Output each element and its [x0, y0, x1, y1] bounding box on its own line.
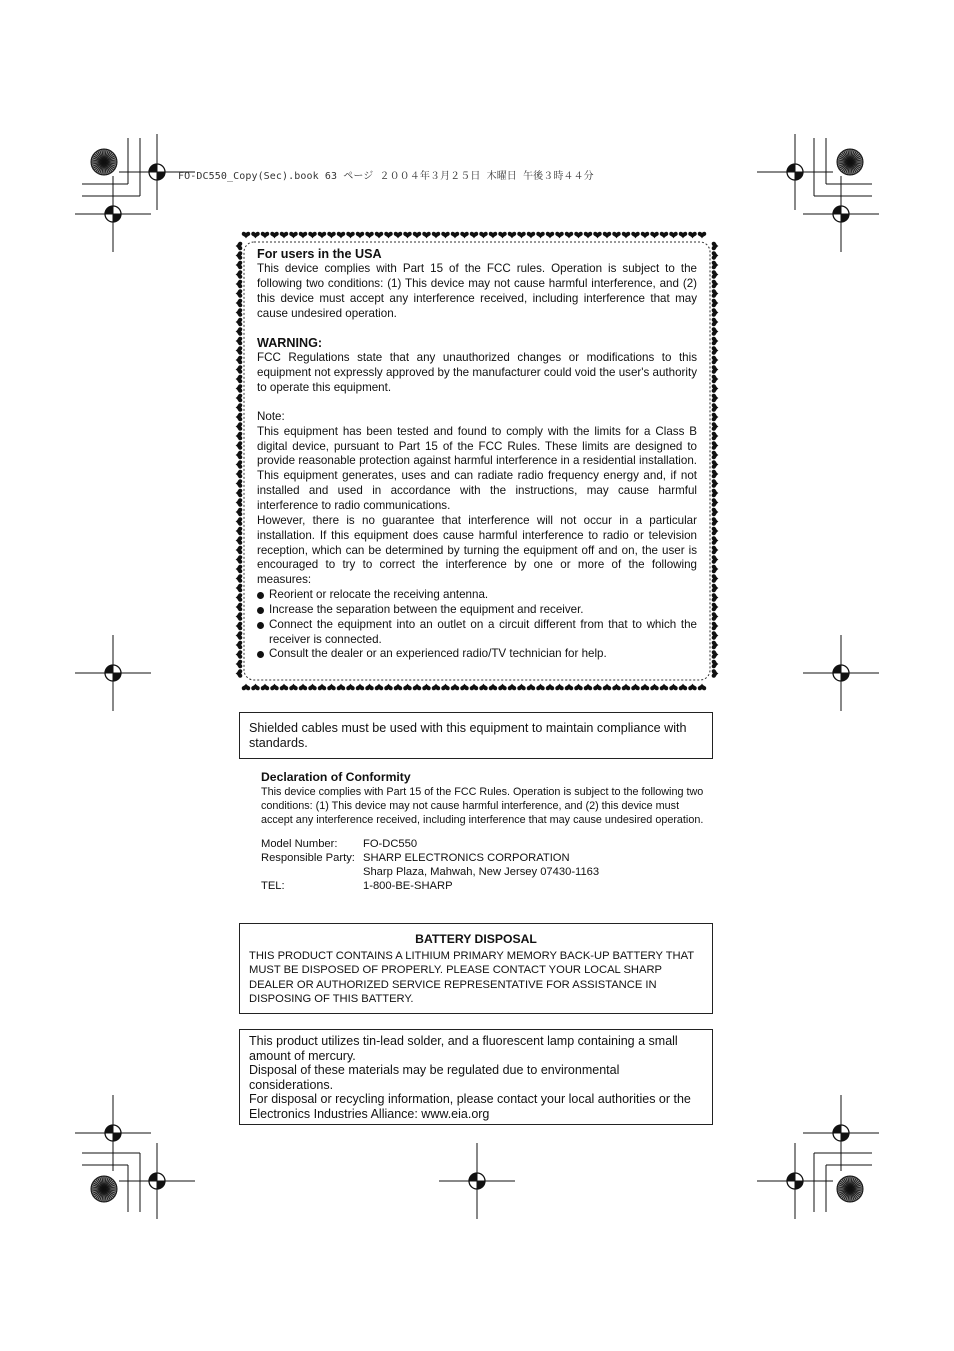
- heart-ornament: [612, 232, 620, 239]
- heart-ornament: [318, 232, 326, 239]
- heart-ornament: [712, 375, 719, 383]
- heart-ornament: [337, 684, 345, 691]
- heart-ornament: [712, 574, 719, 582]
- heart-ornament: [242, 684, 250, 691]
- heart-ornament: [527, 684, 535, 691]
- list-item: Reorient or relocate the receiving antenna.: [257, 588, 697, 603]
- heart-ornament: [712, 460, 719, 468]
- heart-ornament: [394, 684, 402, 691]
- tel-value: 1-800-BE-SHARP: [363, 880, 453, 892]
- heart-ornament: [479, 232, 487, 239]
- heart-ornament: [289, 232, 297, 239]
- heart-ornament: [236, 574, 243, 582]
- heart-ornament: [236, 612, 243, 620]
- heart-ornament: [712, 441, 719, 449]
- heart-ornament: [584, 232, 592, 239]
- heart-ornament: [236, 289, 243, 297]
- heart-ornament: [508, 684, 516, 691]
- heart-ornament: [712, 479, 719, 487]
- heart-ornament: [356, 684, 364, 691]
- heart-ornament: [308, 684, 316, 691]
- heart-ornament: [413, 232, 421, 239]
- heart-ornament: [451, 684, 459, 691]
- heart-ornament: [712, 299, 719, 307]
- heart-ornament: [712, 546, 719, 554]
- starburst-mark: [91, 1176, 117, 1202]
- party-name: SHARP ELECTRONICS CORPORATION: [363, 852, 570, 864]
- heart-ornament: [261, 232, 269, 239]
- heart-ornament: [584, 684, 592, 691]
- usa-text: This device complies with Part 15 of the FCC rules. Operation is subject to the following two conditions: (1) This device may not cause harmful interference, and (2) this device must accept any interference received, including interference that may cause undesired operation.: [257, 262, 697, 320]
- heart-ornament: [669, 684, 677, 691]
- heart-ornament: [236, 451, 243, 459]
- solder-notice-box: [239, 1029, 713, 1125]
- battery-text: THIS PRODUCT CONTAINS A LITHIUM PRIMARY MEMORY BACK-UP BATTERY THAT MUST BE DISPOSED OF PROPERLY. PLEASE CONTACT YOUR LOCAL SHARP DEALER OR AUTHORIZED SERVICE REPRESENTATIVE FOR ASSISTANCE IN DISPOSING OF THIS BATTERY.: [249, 949, 694, 1006]
- heart-ornament: [612, 684, 620, 691]
- heart-ornament: [555, 232, 563, 239]
- heart-ornament: [712, 413, 719, 421]
- heart-ornament: [236, 375, 243, 383]
- heart-ornament: [712, 346, 719, 354]
- heart-ornament: [236, 432, 243, 440]
- heart-ornament: [650, 684, 658, 691]
- heart-ornament: [712, 403, 719, 411]
- heart-ornament: [365, 232, 373, 239]
- heart-ornament: [236, 394, 243, 402]
- heart-ornament: [280, 684, 288, 691]
- heart-ornament: [236, 641, 243, 649]
- heart-ornament: [251, 684, 259, 691]
- heart-ornament: [536, 684, 544, 691]
- heart-ornament: [517, 684, 525, 691]
- registration-mark: [757, 134, 833, 210]
- solder-line-3: For disposal or recycling information, please contact your local authorities or the Electronics Industries Alliance: www.eia.org: [249, 1092, 691, 1121]
- heart-ornament: [650, 232, 658, 239]
- heart-ornament: [236, 603, 243, 611]
- heart-ornament: [270, 684, 278, 691]
- heart-ornament: [236, 403, 243, 411]
- heart-ornament: [236, 669, 243, 677]
- heart-ornament: [631, 684, 639, 691]
- heart-ornament: [460, 684, 468, 691]
- battery-heading: BATTERY DISPOSAL: [415, 932, 537, 946]
- heart-ornament: [403, 684, 411, 691]
- heart-ornament: [236, 622, 243, 630]
- heart-ornament: [698, 232, 706, 239]
- heart-ornament: [236, 517, 243, 525]
- heart-ornament: [622, 684, 630, 691]
- heart-ornament: [236, 565, 243, 573]
- heart-ornament: [299, 232, 307, 239]
- heart-ornament: [470, 684, 478, 691]
- starburst-mark: [91, 149, 117, 175]
- heart-ornament: [712, 536, 719, 544]
- heart-ornament: [236, 365, 243, 373]
- heart-ornament: [451, 232, 459, 239]
- heart-ornament: [470, 232, 478, 239]
- fcc-section: [257, 246, 697, 662]
- heart-ornament: [489, 232, 497, 239]
- heart-ornament: [422, 684, 430, 691]
- heart-ornament: [712, 356, 719, 364]
- heart-ornament: [236, 650, 243, 658]
- heart-ornament: [712, 508, 719, 516]
- usa-heading: For users in the USA: [257, 247, 382, 261]
- note-text-2: However, there is no guarantee that interference will not occur in a particular installation. If this equipment does cause harmful interference to radio or television reception, which can be determined by turning the equipment off and on, the user is encouraged to try to correct the interference by one or more of the following measures:: [257, 513, 697, 587]
- heart-ornament: [660, 232, 668, 239]
- heart-ornament: [593, 684, 601, 691]
- heart-ornament: [712, 612, 719, 620]
- heart-ornament: [479, 684, 487, 691]
- heart-ornament: [712, 280, 719, 288]
- heart-ornament: [555, 684, 563, 691]
- registration-mark: [439, 1143, 515, 1219]
- heart-ornament: [712, 565, 719, 573]
- heart-ornament: [236, 536, 243, 544]
- heart-ornament: [712, 650, 719, 658]
- note-text-1: This equipment has been tested and found to comply with the limits for a Class B digital device, pursuant to Part 15 of the FCC Rules. These limits are designed to provide reasonable protection against harmful interference in a residential installation. This equipment generates, uses and can radiate radio frequency energy and, if not installed and used in accordance with the instructions, may cause harmful interference to radio communications.: [257, 424, 697, 512]
- heart-ornament: [712, 242, 719, 250]
- heart-ornament: [236, 327, 243, 335]
- heart-ornament: [327, 232, 335, 239]
- heart-ornament: [270, 232, 278, 239]
- heart-ornament: [236, 299, 243, 307]
- print-header-line: FO-DC550_Copy(Sec).book 63 ページ ２００４年３月２５日 木曜日 午後３時４４分: [178, 171, 594, 182]
- heart-ornament: [422, 232, 430, 239]
- heart-ornament: [712, 593, 719, 601]
- shielded-cables-notice: Shielded cables must be used with this equipment to maintain compliance with standards.: [239, 712, 713, 759]
- heart-ornament: [712, 261, 719, 269]
- warning-text: FCC Regulations state that any unauthorized changes or modifications to this equipment not expressly approved by the manufacturer could void the user's authority to operate this equipment.: [257, 351, 697, 395]
- party-address: Sharp Plaza, Mahwah, New Jersey 07430-1163: [363, 866, 600, 878]
- heart-ornament: [641, 684, 649, 691]
- heart-ornament: [236, 584, 243, 592]
- heart-ornament: [712, 631, 719, 639]
- heart-ornament: [327, 684, 335, 691]
- heart-ornament: [289, 684, 297, 691]
- heart-ornament: [308, 232, 316, 239]
- heart-ornament: [236, 498, 243, 506]
- heart-ornament: [660, 684, 668, 691]
- party-label: Responsible Party:: [261, 852, 355, 864]
- heart-ornament: [261, 684, 269, 691]
- heart-ornament: [318, 684, 326, 691]
- heart-ornament: [574, 232, 582, 239]
- registration-mark: [119, 1143, 195, 1219]
- heart-ornament: [236, 346, 243, 354]
- heart-ornament: [712, 270, 719, 278]
- heart-ornament: [236, 631, 243, 639]
- heart-ornament: [712, 394, 719, 402]
- heart-ornament: [356, 232, 364, 239]
- heart-ornament: [603, 684, 611, 691]
- heart-ornament: [712, 451, 719, 459]
- heart-ornament: [712, 432, 719, 440]
- heart-ornament: [712, 318, 719, 326]
- heart-ornament: [236, 280, 243, 288]
- heart-ornament: [688, 684, 696, 691]
- list-item: Increase the separation between the equipment and receiver.: [257, 603, 697, 618]
- heart-ornament: [236, 489, 243, 497]
- heart-ornament: [236, 508, 243, 516]
- heart-ornament: [712, 498, 719, 506]
- heart-ornament: [236, 251, 243, 259]
- heart-ornament: [236, 356, 243, 364]
- heart-ornament: [712, 289, 719, 297]
- heart-ornament: [527, 232, 535, 239]
- heart-ornament: [546, 232, 554, 239]
- model-label: Model Number:: [261, 838, 338, 850]
- heart-ornament: [712, 641, 719, 649]
- heart-ornament: [236, 470, 243, 478]
- heart-ornament: [251, 232, 259, 239]
- heart-ornament: [712, 517, 719, 525]
- heart-ornament: [236, 422, 243, 430]
- heart-ornament: [432, 232, 440, 239]
- heart-ornament: [346, 232, 354, 239]
- heart-ornament: [712, 422, 719, 430]
- heart-ornament: [712, 470, 719, 478]
- measures-list: [257, 588, 697, 662]
- battery-disposal-box: [239, 923, 713, 1014]
- heart-ornament: [236, 384, 243, 392]
- solder-line-1: This product utilizes tin-lead solder, and a fluorescent lamp containing a small amount of mercury.: [249, 1034, 678, 1063]
- heart-ornament: [236, 593, 243, 601]
- heart-ornament: [236, 555, 243, 563]
- registration-mark: [757, 1143, 833, 1219]
- heart-ornament: [593, 232, 601, 239]
- solder-line-2: Disposal of these materials may be regulated due to environmental considerations.: [249, 1063, 620, 1092]
- heart-ornament: [631, 232, 639, 239]
- heart-ornament: [441, 232, 449, 239]
- heart-ornament: [365, 684, 373, 691]
- heart-ornament: [641, 232, 649, 239]
- heart-ornament: [712, 622, 719, 630]
- heart-ornament: [460, 232, 468, 239]
- heart-ornament: [375, 684, 383, 691]
- heart-ornament: [236, 441, 243, 449]
- heart-ornament: [712, 308, 719, 316]
- heart-ornament: [712, 365, 719, 373]
- responsible-party-table: [261, 837, 599, 893]
- heart-ornament: [603, 232, 611, 239]
- model-value: FO-DC550: [363, 838, 418, 850]
- heart-ornament: [517, 232, 525, 239]
- heart-ornament: [299, 684, 307, 691]
- heart-ornament: [236, 413, 243, 421]
- heart-ornament: [236, 660, 243, 668]
- heart-ornament: [508, 232, 516, 239]
- declaration-text: This device complies with Part 15 of the FCC Rules. Operation is subject to the following two conditions: (1) This device may not cause harmful interference, and (2) this device must accept any interference received, including interference that may cause undesired operation.: [261, 786, 704, 826]
- declaration-heading: Declaration of Conformity: [261, 770, 411, 784]
- heart-ornament: [712, 584, 719, 592]
- heart-ornament: [712, 603, 719, 611]
- heart-ornament: [712, 251, 719, 259]
- heart-ornament: [441, 684, 449, 691]
- heart-ornament: [236, 546, 243, 554]
- heart-ornament: [236, 479, 243, 487]
- heart-ornament: [403, 232, 411, 239]
- heart-ornament: [375, 232, 383, 239]
- tel-label: TEL:: [261, 880, 285, 892]
- heart-ornament: [236, 270, 243, 278]
- heart-ornament: [432, 684, 440, 691]
- heart-ornament: [394, 232, 402, 239]
- heart-ornament: [679, 684, 687, 691]
- heart-ornament: [498, 684, 506, 691]
- warning-heading: WARNING:: [257, 336, 323, 351]
- heart-ornament: [384, 684, 392, 691]
- heart-ornament: [669, 232, 677, 239]
- heart-ornament: [712, 327, 719, 335]
- heart-ornament: [384, 232, 392, 239]
- list-item: Connect the equipment into an outlet on a circuit different from that to which the receiver is connected.: [257, 618, 697, 648]
- declaration-of-conformity: [261, 770, 711, 893]
- heart-ornament: [546, 684, 554, 691]
- heart-ornament: [574, 684, 582, 691]
- heart-ornament: [236, 308, 243, 316]
- heart-ornament: [413, 684, 421, 691]
- heart-ornament: [236, 337, 243, 345]
- heart-ornament: [236, 242, 243, 250]
- heart-ornament: [536, 232, 544, 239]
- heart-ornament: [712, 669, 719, 677]
- heart-ornament: [337, 232, 345, 239]
- heart-ornament: [698, 684, 706, 691]
- heart-ornament: [565, 232, 573, 239]
- heart-ornament: [242, 232, 250, 239]
- heart-ornament: [489, 684, 497, 691]
- heart-ornament: [236, 261, 243, 269]
- heart-ornament: [712, 660, 719, 668]
- starburst-mark: [837, 149, 863, 175]
- list-item: Consult the dealer or an experienced radio/TV technician for help.: [257, 647, 697, 662]
- registration-mark: [803, 635, 879, 711]
- heart-ornament: [236, 318, 243, 326]
- registration-mark: [75, 635, 151, 711]
- heart-ornament: [565, 684, 573, 691]
- heart-ornament: [712, 527, 719, 535]
- note-label: Note:: [257, 409, 285, 423]
- heart-ornament: [280, 232, 288, 239]
- heart-ornament: [712, 384, 719, 392]
- heart-ornament: [236, 527, 243, 535]
- heart-ornament: [712, 555, 719, 563]
- heart-ornament: [712, 489, 719, 497]
- heart-ornament: [622, 232, 630, 239]
- heart-ornament: [498, 232, 506, 239]
- heart-ornament: [236, 460, 243, 468]
- starburst-mark: [837, 1176, 863, 1202]
- heart-ornament: [679, 232, 687, 239]
- heart-ornament: [346, 684, 354, 691]
- heart-ornament: [712, 337, 719, 345]
- heart-ornament: [688, 232, 696, 239]
